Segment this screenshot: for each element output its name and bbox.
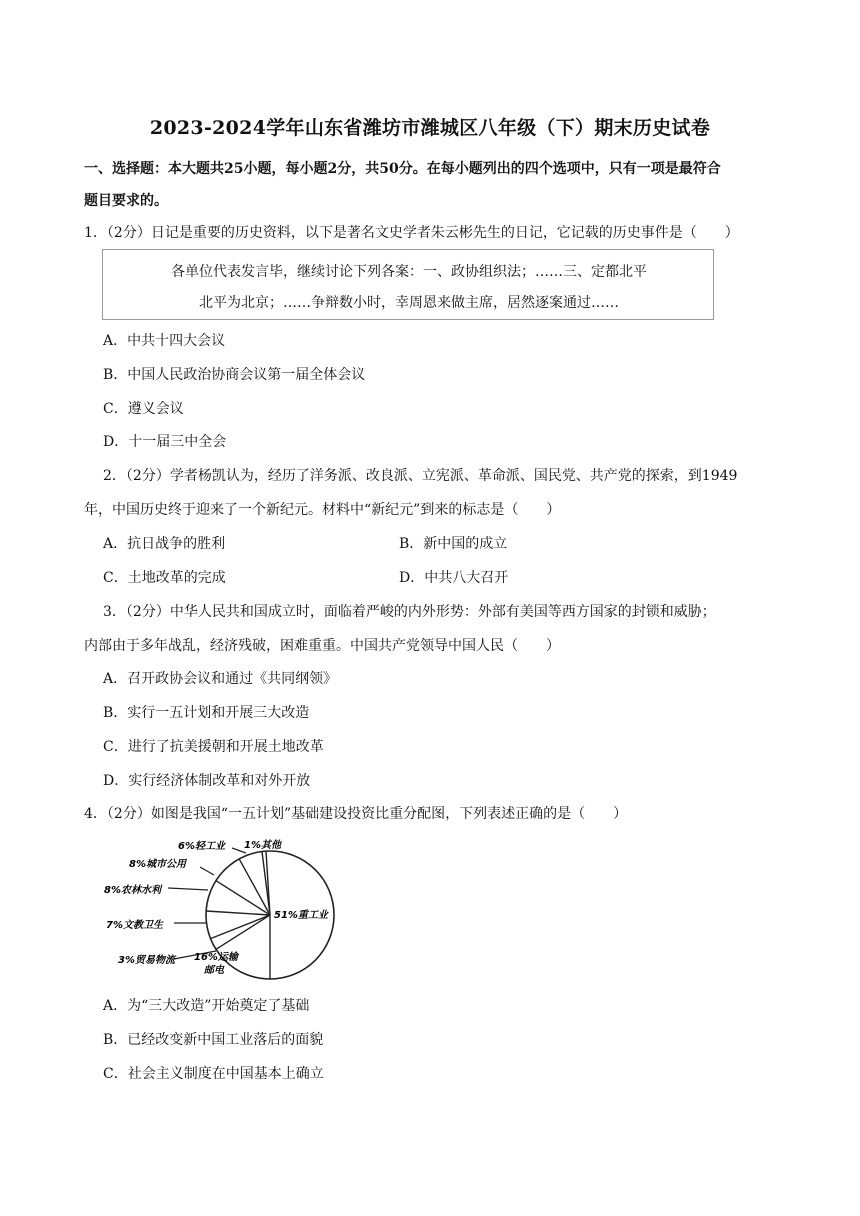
- q2-stem-2: 年，中国历史终于迎来了一个新纪元。材料中“新纪元”到来的标志是（ ）: [84, 502, 561, 518]
- pie-slice-boundary: [216, 881, 270, 915]
- q1-option-c[interactable]: C．遵义会议: [103, 401, 184, 417]
- investment-pie-chart: [96, 835, 356, 980]
- q4-stem: 4．（2分）如图是我国“一五计划”基础建设投资比重分配图，下列表述正确的是（ ）: [84, 806, 628, 822]
- label-trade: 3%贸易物流: [118, 955, 175, 966]
- pie-slice-boundary: [216, 915, 270, 949]
- q3-option-b[interactable]: B．实行一五计划和开展三大改造: [103, 705, 310, 721]
- label-transport-a: 16%运输: [194, 952, 238, 963]
- q3-stem-1: 3．（2分）中华人民共和国成立时，面临着严峻的内外形势：外部有美国等西方国家的封锁和威胁；: [103, 604, 716, 620]
- q3-option-c[interactable]: C．进行了抗美援朝和开展土地改革: [103, 739, 324, 755]
- q2-option-d[interactable]: D．中共八大召开: [399, 570, 509, 586]
- q2-option-b[interactable]: B．新中国的成立: [399, 536, 508, 552]
- label-transport-b: 邮电: [204, 965, 224, 976]
- q1-option-d[interactable]: D．十一届三中全会: [103, 434, 227, 450]
- q3-option-d[interactable]: D．实行经济体制改革和对外开放: [103, 773, 311, 789]
- q2-option-a[interactable]: A．抗日战争的胜利: [103, 536, 226, 552]
- q1-quote-line-2: 北平为北京；……争辩数小时，幸周恩来做主席，居然逐案通过……: [199, 295, 619, 311]
- q4-option-b[interactable]: B．已经改变新中国工业落后的面貌: [103, 1032, 324, 1048]
- label-urban: 8%城市公用: [129, 859, 186, 870]
- q1-stem: 1．（2分）日记是重要的历史资料，以下是著名文史学者朱云彬先生的日记，它记载的历史事件是（ ）: [84, 225, 739, 241]
- pie-leader-line: [200, 867, 214, 875]
- section-heading-cont: 题目要求的。: [84, 193, 168, 209]
- page-title: 2023-2024学年山东省潍坊市潍城区八年级（下）期末历史试卷: [149, 117, 711, 139]
- q4-option-a[interactable]: A．为“三大改造”开始奠定了基础: [103, 998, 310, 1014]
- pie-slice-boundary: [239, 859, 270, 915]
- q1-option-b[interactable]: B．中国人民政治协商会议第一届全体会议: [103, 367, 366, 383]
- q1-quote-line-1: 各单位代表发言毕，继续讨论下列各案：一、政协组织法；……三、定都北平: [171, 264, 647, 280]
- q3-stem-2: 内部由于多年战乱，经济残破，困难重重。中国共产党领导中国人民（ ）: [84, 638, 560, 654]
- q2-stem-1: 2．（2分）学者杨凯认为，经历了洋务派、改良派、立宪派、革命派、国民党、共产党的探索，到1949: [103, 468, 738, 484]
- pie-chart-svg: [96, 835, 356, 980]
- label-light-industry: 6%轻工业: [178, 841, 225, 852]
- pie-slice-boundary: [211, 915, 271, 939]
- q3-option-a[interactable]: A．召开政协会议和通过《共同纲领》: [103, 671, 338, 687]
- label-agriculture: 8%农林水利: [104, 885, 161, 896]
- q4-option-c[interactable]: C．社会主义制度在中国基本上确立: [103, 1066, 324, 1082]
- label-culture: 7%文教卫生: [106, 920, 163, 931]
- q1-option-a[interactable]: A．中共十四大会议: [103, 333, 226, 349]
- pie-slice-boundary: [206, 911, 270, 915]
- q1-quote-box: [102, 249, 714, 320]
- q2-option-c[interactable]: C．土地改革的完成: [103, 570, 226, 586]
- label-other: 1%其他: [244, 840, 281, 851]
- section-heading: 一、选择题：本大题共25小题，每小题2分，共50分。在每小题列出的四个选项中，只有一项是最符合: [84, 161, 721, 177]
- label-heavy-industry: 51%重工业: [274, 910, 328, 921]
- pie-leader-line: [168, 888, 208, 890]
